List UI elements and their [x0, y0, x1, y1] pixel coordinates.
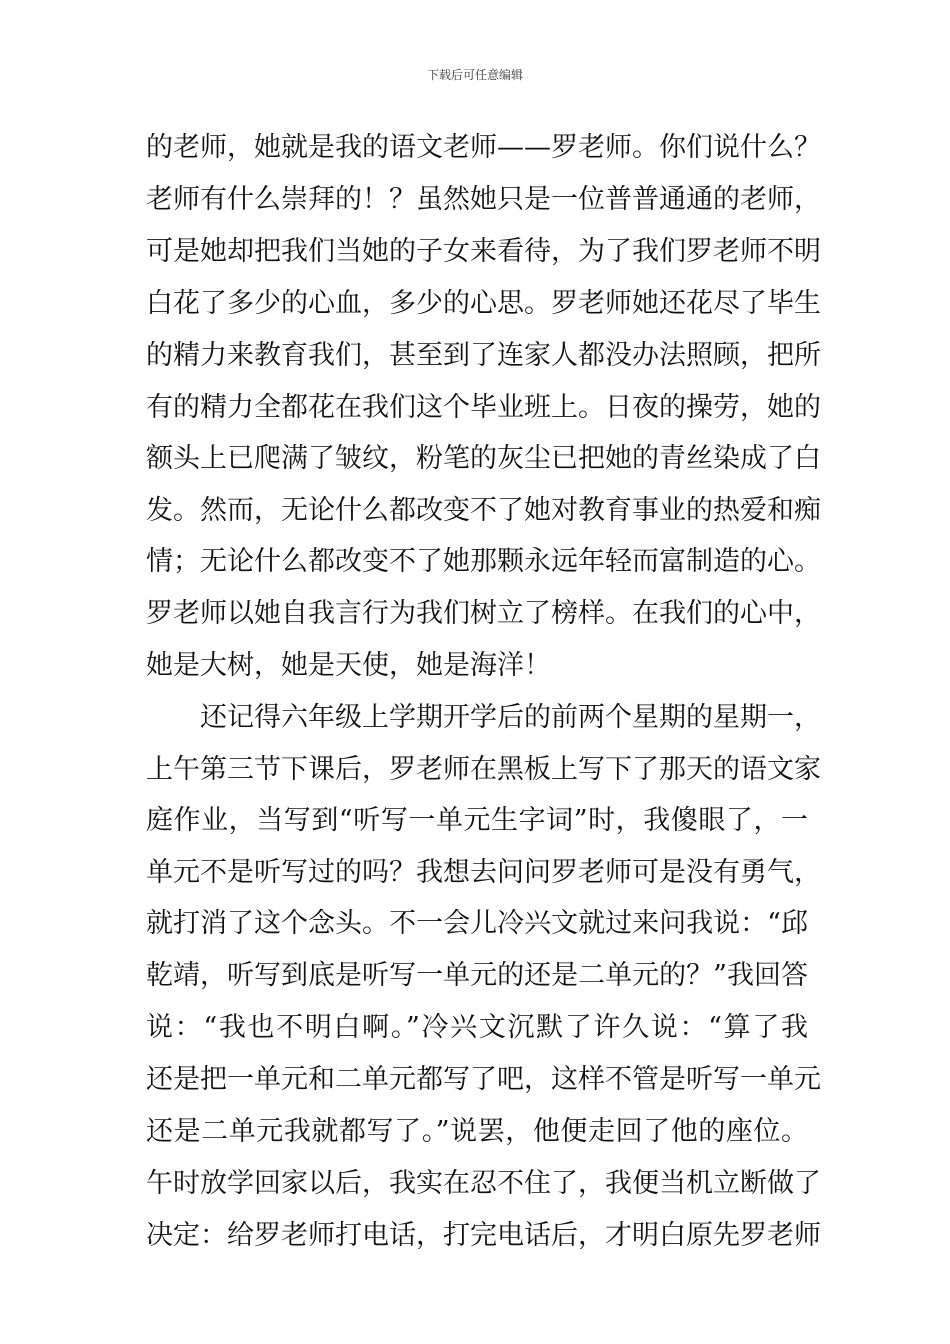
- text-line: 可是她却把我们当她的子女来看待，为了我们罗老师不明: [146, 236, 821, 267]
- text-line: 有的精力全都花在我们这个毕业班上。日夜的操劳，她的: [146, 392, 821, 423]
- text-line: 午时放学回家以后，我实在忍不住了，我便当机立断做了: [146, 1168, 821, 1199]
- page-header: 下载后可任意编辑: [426, 68, 523, 82]
- text-line: 白花了多少的心血，多少的心思。罗老师她还花尽了毕生: [146, 288, 821, 319]
- text-line: 额头上已爬满了皱纹，粉笔的灰尘已把她的青丝染成了白: [146, 443, 821, 474]
- text-line: 庭作业，当写到“听写一单元生字词”时，我傻眼了，一: [146, 805, 808, 836]
- text-line: 还是二单元我就都写了。”说罢，他便走回了他的座位。: [146, 1116, 808, 1147]
- text-line: 决定：给罗老师打电话，打完电话后，才明白原先罗老师: [146, 1220, 821, 1251]
- text-line: 单元不是听写过的吗？我想去问问罗老师可是没有勇气，: [146, 857, 821, 888]
- text-line: 乾靖，听写到底是听写一单元的还是二单元的？”我回答: [146, 960, 808, 991]
- text-line: 罗老师以她自我言行为我们树立了榜样。在我们的心中，: [146, 598, 821, 629]
- text-line: 就打消了这个念头。不一会儿冷兴文就过来问我说：“邱: [146, 908, 808, 939]
- text-line: 上午第三节下课后，罗老师在黑板上写下了那天的语文家: [146, 754, 821, 785]
- text-line: 发。然而，无论什么都改变不了她对教育事业的热爱和痴: [146, 495, 821, 526]
- text-line: 她是大树，她是天使，她是海洋！: [146, 650, 551, 681]
- text-line: 老师有什么崇拜的！？虽然她只是一位普普通通的老师，: [146, 184, 821, 215]
- text-line: 的老师，她就是我的语文老师——罗老师。你们说什么？: [146, 132, 821, 163]
- text-line: 说：“我也不明白啊。”冷兴文沉默了许久说：“算了我: [146, 1012, 808, 1043]
- text-line: 还是把一单元和二单元都写了吧，这样不管是听写一单元: [146, 1064, 821, 1095]
- text-line: 的精力来教育我们，甚至到了连家人都没办法照顾，把所: [146, 340, 821, 371]
- paragraph-first-line: 还记得六年级上学期开学后的前两个星期的星期一，: [200, 702, 821, 733]
- text-line: 情；无论什么都改变不了她那颗永远年轻而富制造的心。: [146, 546, 821, 577]
